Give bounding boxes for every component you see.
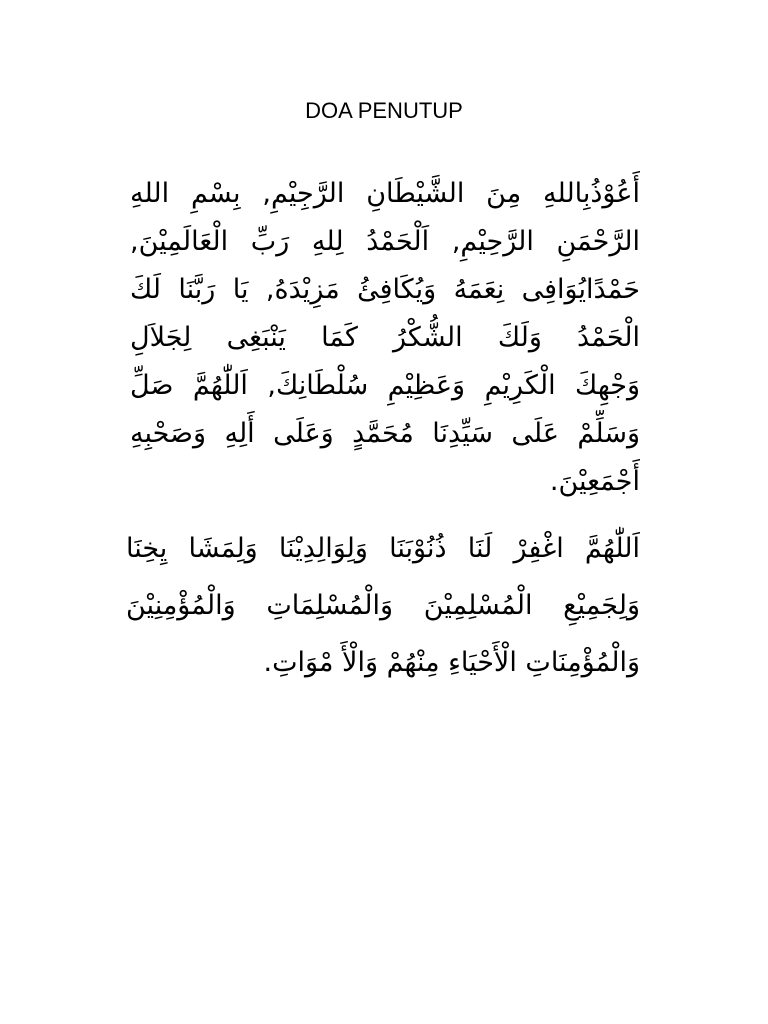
opening-prayer-paragraph: [130, 170, 640, 506]
prayer-line: الرَّحْمَنِ الرَّحِيْمِ, اَلْحَمْدُ لِلهِ رَبِّ الْعَالَمِيْنَ,: [130, 226, 640, 257]
prayer-line: اَللّٰهُمَّ اغْفِرْ لَنَا ذُنُوْبَنَا وَلِوَالِدِيْنَا وَلِمَشَا يِخِنَا: [126, 533, 640, 564]
prayer-line: وَسَلِّمْ عَلَى سَيِّدِنَا مُحَمَّدٍ وَعَلَى أَلِهِ وَصَحْبِهِ: [130, 418, 640, 449]
prayer-line: أَعُوْذُبِاللهِ مِنَ الشَّيْطَانِ الرَّجِيْمِ, بِسْمِ اللهِ: [130, 178, 640, 209]
prayer-line: الْحَمْدُ وَلَكَ الشُّكْرُ كَمَا يَنْبَغِى لِجَلاَلِ: [130, 322, 640, 353]
document-title: DOA PENUTUP: [305, 98, 463, 123]
prayer-line: وَجْهِكَ الْكَرِيْمِ وَعَظِيْمِ سُلْطَانِكَ, اَللّٰهُمَّ صَلِّ: [130, 370, 640, 401]
prayer-line: أَجْمَعِيْنَ.: [549, 466, 640, 497]
prayer-line: وَالْمُؤْمِنَاتِ الْأَحْيَاءِ مِنْهُمْ وَالْأَ مْوَاتِ.: [263, 647, 640, 678]
prayer-line: وَلِجَمِيْعِ الْمُسْلِمِيْنَ وَالْمُسْلِمَاتِ وَالْمُؤْمِنِيْنَ: [126, 590, 640, 621]
prayer-line: حَمْدًايُوَافِى نِعَمَهُ وَيُكَافِئُ مَزِيْدَهُ, يَا رَبَّنَا لَكَ: [130, 274, 640, 305]
forgiveness-prayer-paragraph: [126, 520, 640, 691]
